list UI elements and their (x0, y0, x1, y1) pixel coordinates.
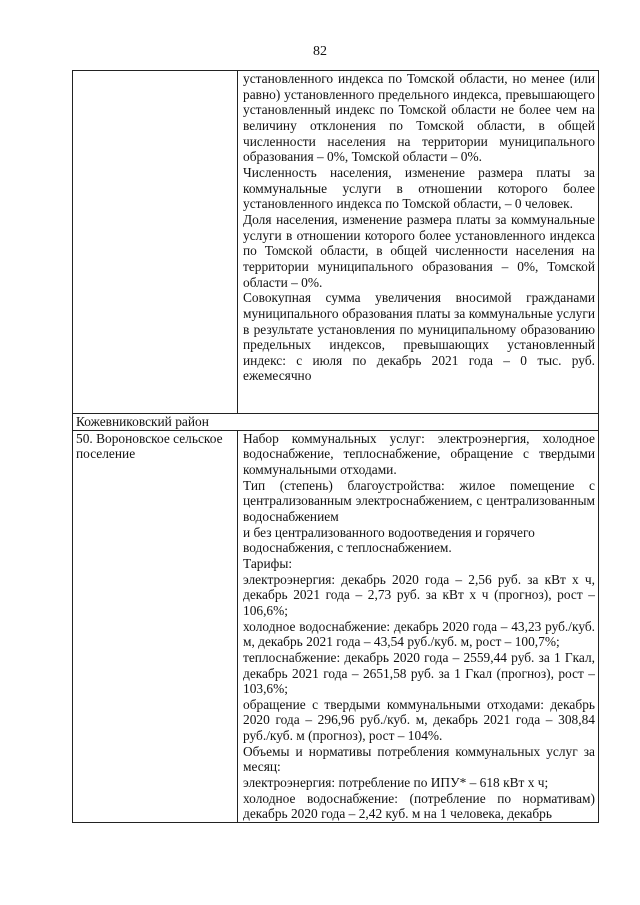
text-paragraph: Численность населения, изменение размера платы за коммунальные услуги в отношении которого более установленного индекса по Томской области, – 0 человек. (243, 164, 595, 212)
text-paragraph: Доля населения, изменение размера платы за коммунальные услуги в отношении которого более установленного индекса по Томской области, в общей численности населения на территории муниципального образования – 0%, Томской области – 0%. (243, 211, 595, 290)
text-paragraph: и без централизованного водоотведения и горячего водоснабжения, с теплоснабжением. (243, 524, 535, 556)
text-paragraph: установленного индекса по Томской области, но менее (или равно) установленного предельного индекса, превышающего установленный индекс по Томской области не более чем на величину отклонения по Томской области, в общей численности населения на территории муниципального образования – 0%, Томской области – 0%. (243, 71, 595, 165)
text-paragraph: Набор коммунальных услуг: электроэнергия, холодное водоснабжение, теплоснабжение, обращение с твердыми коммунальными отходами. (243, 430, 595, 477)
table-cell-description (238, 430, 599, 822)
text-paragraph: холодное водоснабжение: (потребление по нормативам) декабрь 2020 года – 2,42 куб. м на 1 человека, декабрь (243, 790, 595, 822)
municipality-name: 50. Вороновское сельское поселение (76, 430, 223, 462)
table-row (73, 430, 599, 822)
table-cell-municipality (73, 430, 238, 822)
document-table (72, 70, 599, 823)
table-row (73, 71, 599, 414)
table-cell-municipality (73, 71, 238, 414)
table-cell-description (238, 71, 599, 414)
text-paragraph: Тарифы: (243, 555, 293, 571)
text-paragraph: Тип (степень) благоустройства: жилое помещение с централизованным электроснабжением, с централизованным водоснабжением (243, 477, 595, 524)
page-number: 82 (313, 44, 327, 59)
text-paragraph: Объемы и нормативы потребления коммунальных услуг за месяц: (243, 743, 595, 775)
text-paragraph: обращение с твердыми коммунальными отходами: декабрь 2020 года – 296,96 руб./куб. м, декабрь 2021 года – 308,84 руб./куб. м (прогноз), рост – 104%. (243, 696, 595, 744)
region-title: Кожевниковский район (73, 414, 599, 431)
text-paragraph: электроэнергия: потребление по ИПУ* – 618 кВт х ч; (243, 775, 549, 791)
text-paragraph: холодное водоснабжение: декабрь 2020 года – 43,23 руб./куб. м, декабрь 2021 года – 43,54 руб./куб. м, рост – 100,7%; (243, 618, 595, 650)
text-paragraph: электроэнергия: декабрь 2020 года – 2,56 руб. за кВт х ч, декабрь 2021 года – 2,73 руб. за кВт х ч (прогноз), рост – 106,6%; (243, 571, 595, 618)
text-paragraph: теплоснабжение: декабрь 2020 года – 2559,44 руб. за 1 Гкал, декабрь 2021 года – 2651,58 руб. за 1 Гкал (прогноз), рост – 103,6%; (243, 649, 595, 697)
table-row-region (73, 414, 599, 431)
text-paragraph: Совокупная сумма увеличения вносимой гражданами муниципального образования платы за коммунальные услуги в результате установления по муниципальному образованию предельных индексов, превышающих установленный индекс: с июля по декабрь 2021 года – 0 тыс. руб. ежемесячно (243, 290, 595, 384)
